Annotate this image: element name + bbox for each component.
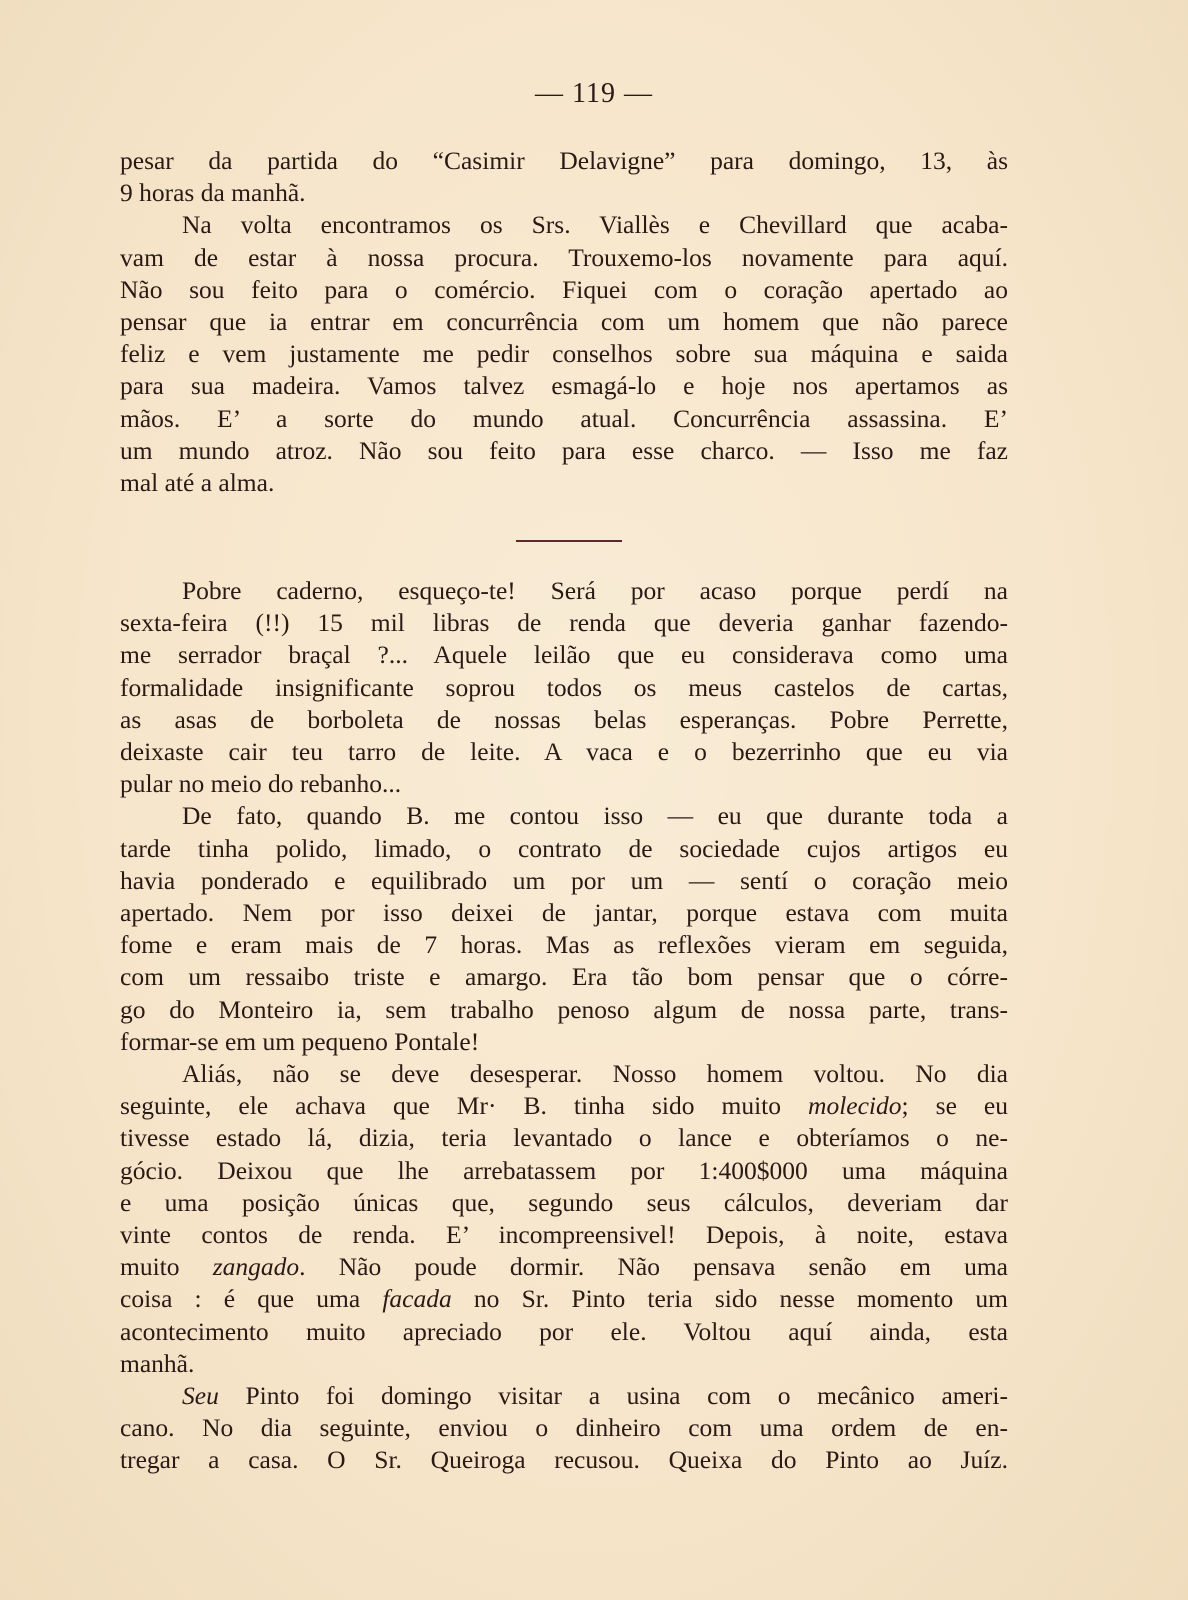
text-line: acontecimento muito apreciado por ele. Voltou aquí ainda, esta bbox=[120, 1316, 1008, 1346]
text-line: as asas de borboleta de nossas belas esperanças. Pobre Perrette, bbox=[120, 704, 1008, 734]
text-run: seguinte, ele achava que Mr· B. tinha sido muito bbox=[120, 1091, 781, 1121]
text-run: muito bbox=[120, 1252, 180, 1282]
text-line: formar-se em um pequeno Pontale! bbox=[120, 1026, 480, 1056]
text-line bbox=[120, 1090, 1008, 1122]
text-line: para sua madeira. Vamos talvez esmagá-lo e hoje nos apertamos as bbox=[120, 371, 1008, 401]
text-line: 9 horas da manhã. bbox=[120, 178, 306, 208]
text-line: Aliás, não se deve desesperar. Nosso homem voltou. No dia bbox=[182, 1059, 1008, 1089]
text-line: havia ponderado e equilibrado um por um — sentí o coração meio bbox=[120, 865, 1008, 895]
text-line: com um ressaibo triste e amargo. Era tão bom pensar que o córre- bbox=[120, 962, 1008, 992]
text-line: deixaste cair teu tarro de leite. A vaca e o bezerrinho que eu via bbox=[120, 737, 1008, 767]
italic-term: zangado bbox=[212, 1252, 300, 1282]
section-1-text bbox=[120, 145, 1008, 499]
text-line: vam de estar à nossa procura. Trouxemo-los novamente para aquí. bbox=[120, 242, 1008, 272]
text-line: tarde tinha polido, limado, o contrato de sociedade cujos artigos eu bbox=[120, 833, 1008, 863]
text-line bbox=[120, 1380, 1008, 1412]
text-line: go do Monteiro ia, sem trabalho penoso algum de nossa parte, trans- bbox=[120, 994, 1008, 1024]
text-line: Não sou feito para o comércio. Fiquei com o coração apertado ao bbox=[120, 274, 1008, 304]
text-line: e uma posição únicas que, segundo seus cálculos, deveriam dar bbox=[120, 1187, 1008, 1217]
text-line: tivesse estado lá, dizia, teria levantado o lance e obteríamos o ne- bbox=[120, 1123, 1008, 1153]
page-number: — 119 — bbox=[535, 78, 653, 109]
text-line: apertado. Nem por isso deixei de jantar, porque estava com muita bbox=[120, 898, 1008, 928]
text-line: Na volta encontramos os Srs. Viallès e Chevillard que acaba- bbox=[182, 210, 1008, 240]
text-line: tregar a casa. O Sr. Queiroga recusou. Queixa do Pinto ao Juíz. bbox=[120, 1445, 1008, 1475]
text-line: pensar que ia entrar em concurrência com um homem que não parece bbox=[120, 307, 1008, 337]
text-run: ; se eu bbox=[901, 1091, 1008, 1121]
text-line: gócio. Deixou que lhe arrebatassem por 1:400$000 uma máquina bbox=[120, 1155, 1008, 1185]
italic-term: molecido bbox=[808, 1091, 902, 1121]
text-run: Pinto foi domingo visitar a usina com o mecânico ameri- bbox=[245, 1381, 1008, 1411]
italic-term: facada bbox=[382, 1284, 452, 1314]
text-line: manhã. bbox=[120, 1348, 195, 1378]
text-line: De fato, quando B. me contou isso — eu que durante toda a bbox=[182, 801, 1008, 831]
text-line: formalidade insignificante soprou todos os meus castelos de cartas, bbox=[120, 672, 1008, 702]
text-run: no Sr. Pinto teria sido nesse momento um bbox=[473, 1284, 1008, 1314]
text-line: mãos. E’ a sorte do mundo atual. Concurrência assassina. E’ bbox=[120, 403, 1008, 433]
section-divider bbox=[516, 540, 622, 542]
text-line: mal até a alma. bbox=[120, 468, 275, 498]
text-line: pular no meio do rebanho... bbox=[120, 769, 402, 799]
text-line: me serrador braçal ?... Aquele leilão que eu considerava como uma bbox=[120, 640, 1008, 670]
text-line: cano. No dia seguinte, enviou o dinheiro com uma ordem de en- bbox=[120, 1413, 1008, 1443]
text-run: . Não poude dormir. Não pensava senão em uma bbox=[299, 1252, 1008, 1282]
text-line: feliz e vem justamente me pedir conselhos sobre sua máquina e saida bbox=[120, 339, 1008, 369]
section-2-text bbox=[120, 575, 1008, 1477]
text-line bbox=[120, 1251, 1008, 1283]
text-line: Pobre caderno, esqueço-te! Será por acaso porque perdí na bbox=[182, 576, 1008, 605]
text-line: um mundo atroz. Não sou feito para esse charco. — Isso me faz bbox=[120, 435, 1008, 465]
text-line bbox=[120, 1283, 1008, 1315]
text-run: coisa : é que uma bbox=[120, 1284, 361, 1314]
text-line: vinte contos de renda. E’ incompreensivel! Depois, à noite, estava bbox=[120, 1220, 1008, 1250]
text-line: sexta-feira (!!) 15 mil libras de renda que deveria ganhar fazendo- bbox=[120, 608, 1008, 638]
italic-term: Seu bbox=[182, 1381, 219, 1411]
text-line: pesar da partida do “Casimir Delavigne” para domingo, 13, às bbox=[120, 146, 1008, 175]
text-line: fome e eram mais de 7 horas. Mas as reflexões vieram em seguida, bbox=[120, 930, 1008, 960]
